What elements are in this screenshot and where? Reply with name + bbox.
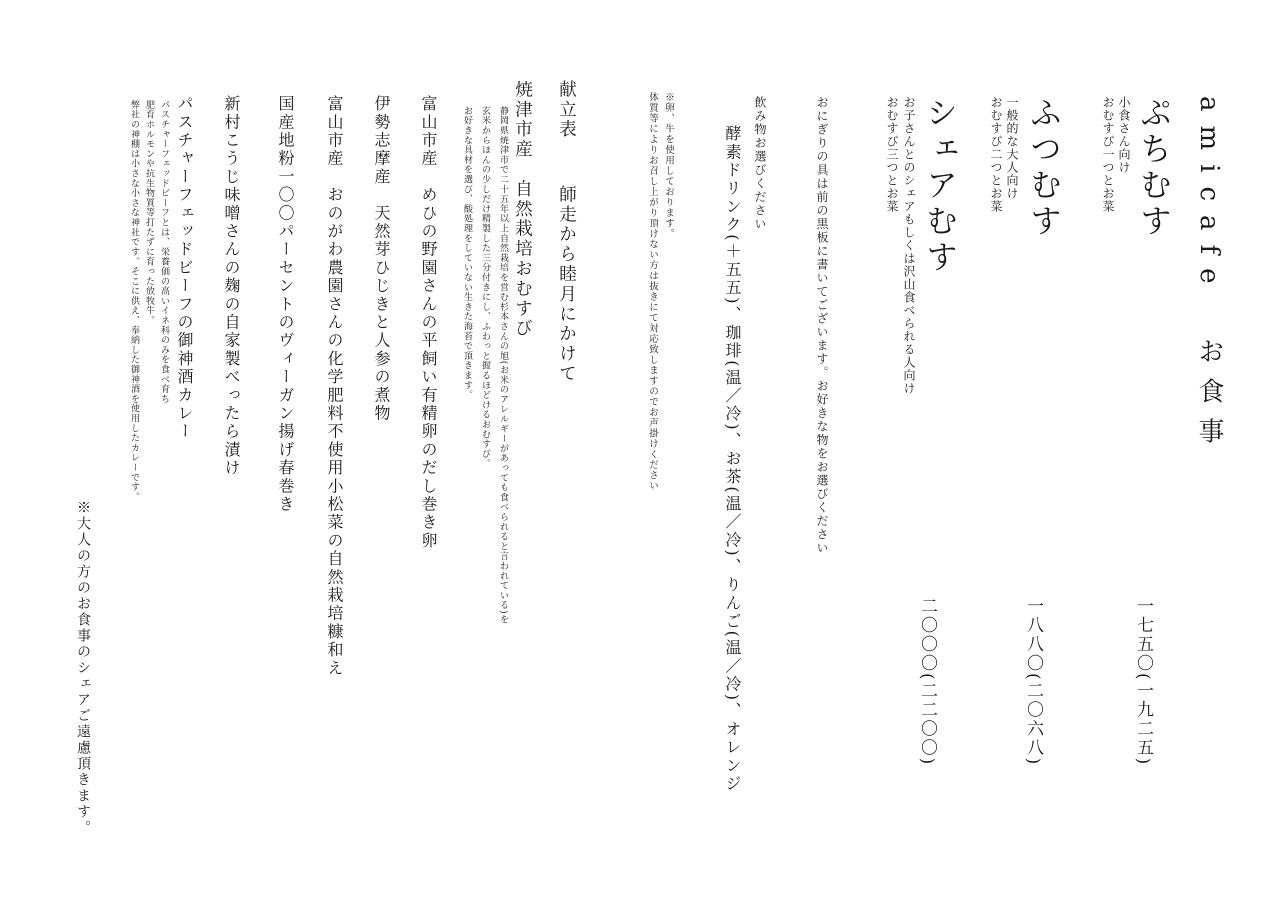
onigiri-note: おにぎりの具は前の黒板に書いてございます。お好きな物をお選びください [815, 96, 829, 555]
plan-desc-futsu-1: 一般的な大人向け [1005, 96, 1019, 200]
dish-item-4: 国産地粉一〇〇パーセントのヴィーガン揚げ春巻き [276, 95, 295, 514]
menu-title: amicafe お食事 [1194, 96, 1224, 458]
plan-desc-petit-2: おむすび一つとお菜 [1101, 96, 1115, 213]
kondate-label: 献立表 [556, 80, 577, 140]
share-footnote: ※大人の方のお食事のシェアご遠慮頂きます。 [75, 500, 91, 836]
allergy-note-2: 体質等によりお召し上がり頂けない方は抜きにて対応致しますのでお声掛けください [647, 92, 658, 491]
plan-price-share: 二〇〇〇(二二〇〇) [917, 597, 937, 767]
rice-desc-1: 静岡県焼津市で二十五年以上自然栽培を営む杉本さんの旭(お米のアレルギーがあっても食べられると言われている)を [498, 106, 508, 625]
rice-desc-3: お好きな具材を選び、酸処理をしていない生きた海苔で頂きます。 [462, 106, 472, 400]
curry-note-2: 肥育ホルモンや抗生物質等打たずに育った放牧牛。 [144, 100, 154, 326]
dish-item-5: 新村こうじ味噌さんの麹の自家製べったら漬け [222, 95, 241, 478]
dish-item-3: 富山市産 おのがわ農園さんの化学肥料不使用小松菜の自然栽培糠和え [325, 95, 344, 678]
plan-desc-petit-1: 小食さん向け [1117, 96, 1131, 174]
kondate-season: 師走から睦月にかけて [556, 185, 577, 384]
allergy-note-1: ※卵、牛を使用しております。 [663, 92, 674, 239]
plan-name-petit: ぷちむす [1135, 96, 1173, 240]
curry-note-3: 弊社の神棚は小さな小さな神社です。そこに供え、奉納した御神酒を使用したカレーです。 [129, 100, 139, 502]
plan-price-petit: 一七五〇(一九二五) [1133, 597, 1153, 767]
plan-name-futsu: ふつむす [1025, 96, 1063, 240]
plan-desc-futsu-2: おむすび二つとお菜 [989, 96, 1003, 213]
dish-item-6: パスチャーフェッドビーフの御神酒カレー [175, 95, 194, 441]
rice-desc-2: 玄米からほんの少しだけ精製した三分付きにし、ふわっと握るほどけるおむすび。 [480, 106, 490, 469]
curry-note-1: パスチャーフェッドビーフとは、栄養価の高いイネ科のみを食べ育ち [159, 100, 169, 404]
plan-desc-share-2: おむすび三つとお菜 [885, 96, 899, 213]
drinks-list: 酵素ドリンク(＋五五)、珈琲(温／冷)、お茶(温／冷)、りんご(温／冷)、オレンジ [723, 125, 742, 794]
drinks-heading: 飲み物お選びください [753, 96, 767, 231]
rice-title: 焼津市産 自然栽培おむすび [512, 80, 533, 339]
dish-item-1: 富山市産 めひの野園さんの平飼い有精卵のだし巻き卵 [419, 95, 438, 550]
plan-price-futsu: 一八八〇(二〇六八) [1023, 597, 1043, 767]
plan-desc-share-1: お子さんとのシェアもしくは沢山食べられる人向け [902, 96, 916, 395]
plan-name-share: シェアむす [921, 96, 959, 276]
dish-item-2: 伊勢志摩産 天然芽ひじきと人参の煮物 [372, 95, 391, 423]
